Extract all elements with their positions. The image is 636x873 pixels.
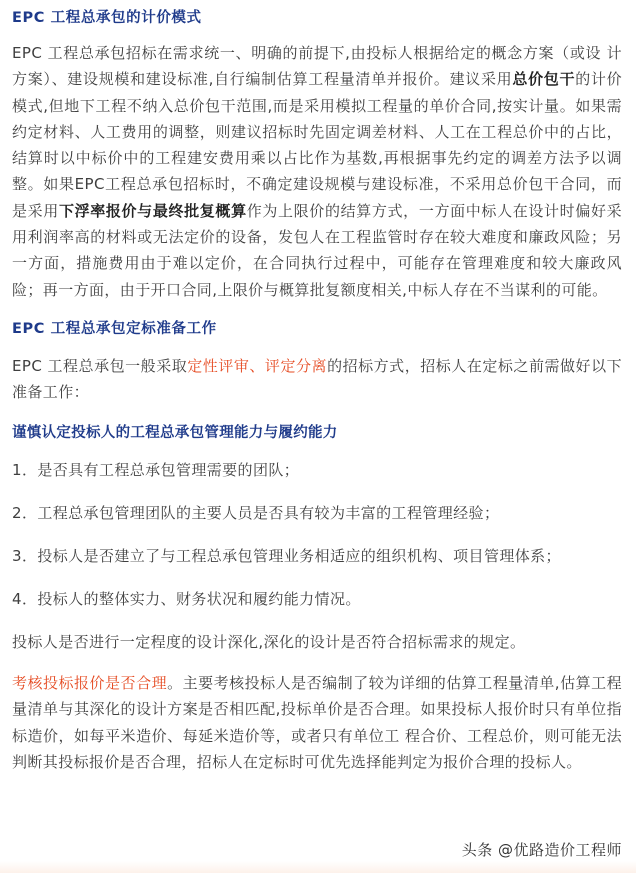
- paragraph-text: 作为上限价的结算方式，一方面中标人在设计时偏好采用利润率高的材料或无法定价的设备，发包人在工程监管时存在较大难度和廉政风险；另一方面，措施费用由于难以定价，在合同执行过程中，可能存在管理难度和较大廉政风险；再一方面，由于开口合同,上限价与概算批复额度相关,中标人存在不当谋利的可能。: [12, 201, 622, 299]
- emphasis-lump-sum: 总价包干: [512, 70, 576, 89]
- paragraph-text: 的计价模式,但地下工程不纳入总价包干范围,而是采用模拟工程量的单价合同,按实计量。如果需约定材料、人工费用的调整，则建议招标时先固定调差材料、人工在工程总价中的占比，结算时以中标价中的工程建安费用乘以占比作为基数,再根据事先约定的调差方法予以调整。如果EPC工程总承包招标时，不确定建设规模与建设标准，不采用总价包干合同，而是采用: [12, 70, 622, 220]
- paragraph-text: 。主要考核投标人是否编制了较为详细的估算工程量清单,估算工程量清单与其深化的设计方案是否相匹配,投标单价是否合理。如果投标人报价时只有单位指标造价，如每平米造价、每延米造价等，或者只有单位工 程合价、工程总价，则可能无法判断其投标报价是否合理，招标人在定标时可优先选择能判定为报价合理的投标人。: [12, 674, 622, 771]
- list-item: 3．投标人是否建立了与工程总承包管理业务相适应的组织机构、项目管理体系；: [12, 547, 561, 566]
- list-item: 1．是否具有工程总承包管理需要的团队；: [12, 460, 300, 479]
- award-prep-paragraph: [12, 353, 622, 406]
- bid-price-paragraph: [12, 670, 622, 775]
- source-watermark: 头条 @优路造价工程师: [461, 841, 622, 859]
- paragraph-text: 的招标方式，招标人在定标之前需做好以下准备工作：: [12, 356, 623, 402]
- bottom-band: [0, 861, 636, 873]
- emphasis-discount-rate: 下浮率报价与最终批复概算: [58, 201, 247, 220]
- highlight-evaluation-method: 定性评审、评定分离: [187, 356, 328, 375]
- section-heading-award-prep: EPC 工程总承包定标准备工作: [12, 320, 217, 337]
- pricing-mode-paragraph: [12, 40, 622, 303]
- section-heading-pricing-mode: EPC 工程总承包的计价模式: [12, 10, 202, 26]
- subheading-capability: 谨慎认定投标人的工程总承包管理能力与履约能力: [12, 424, 338, 441]
- paragraph-text: EPC 工程总承包一般采取: [12, 356, 188, 375]
- design-deepening-paragraph: 投标人是否进行一定程度的设计深化,深化的设计是否符合招标需求的规定。: [12, 632, 526, 651]
- list-item: 2．工程总承包管理团队的主要人员是否具有较为丰富的工程管理经验；: [12, 503, 500, 522]
- list-item: 4．投标人的整体实力、财务状况和履约能力情况。: [12, 590, 361, 609]
- paragraph-text: EPC 工程总承包招标在需求统一、明确的前提下,由投标人根据给定的概念方案（或设 计方案）、建设规模和建设标准,自行编制估算工程量清单并报价。建议采用: [12, 44, 622, 89]
- highlight-bid-price: 考核投标报价是否合理: [12, 674, 168, 693]
